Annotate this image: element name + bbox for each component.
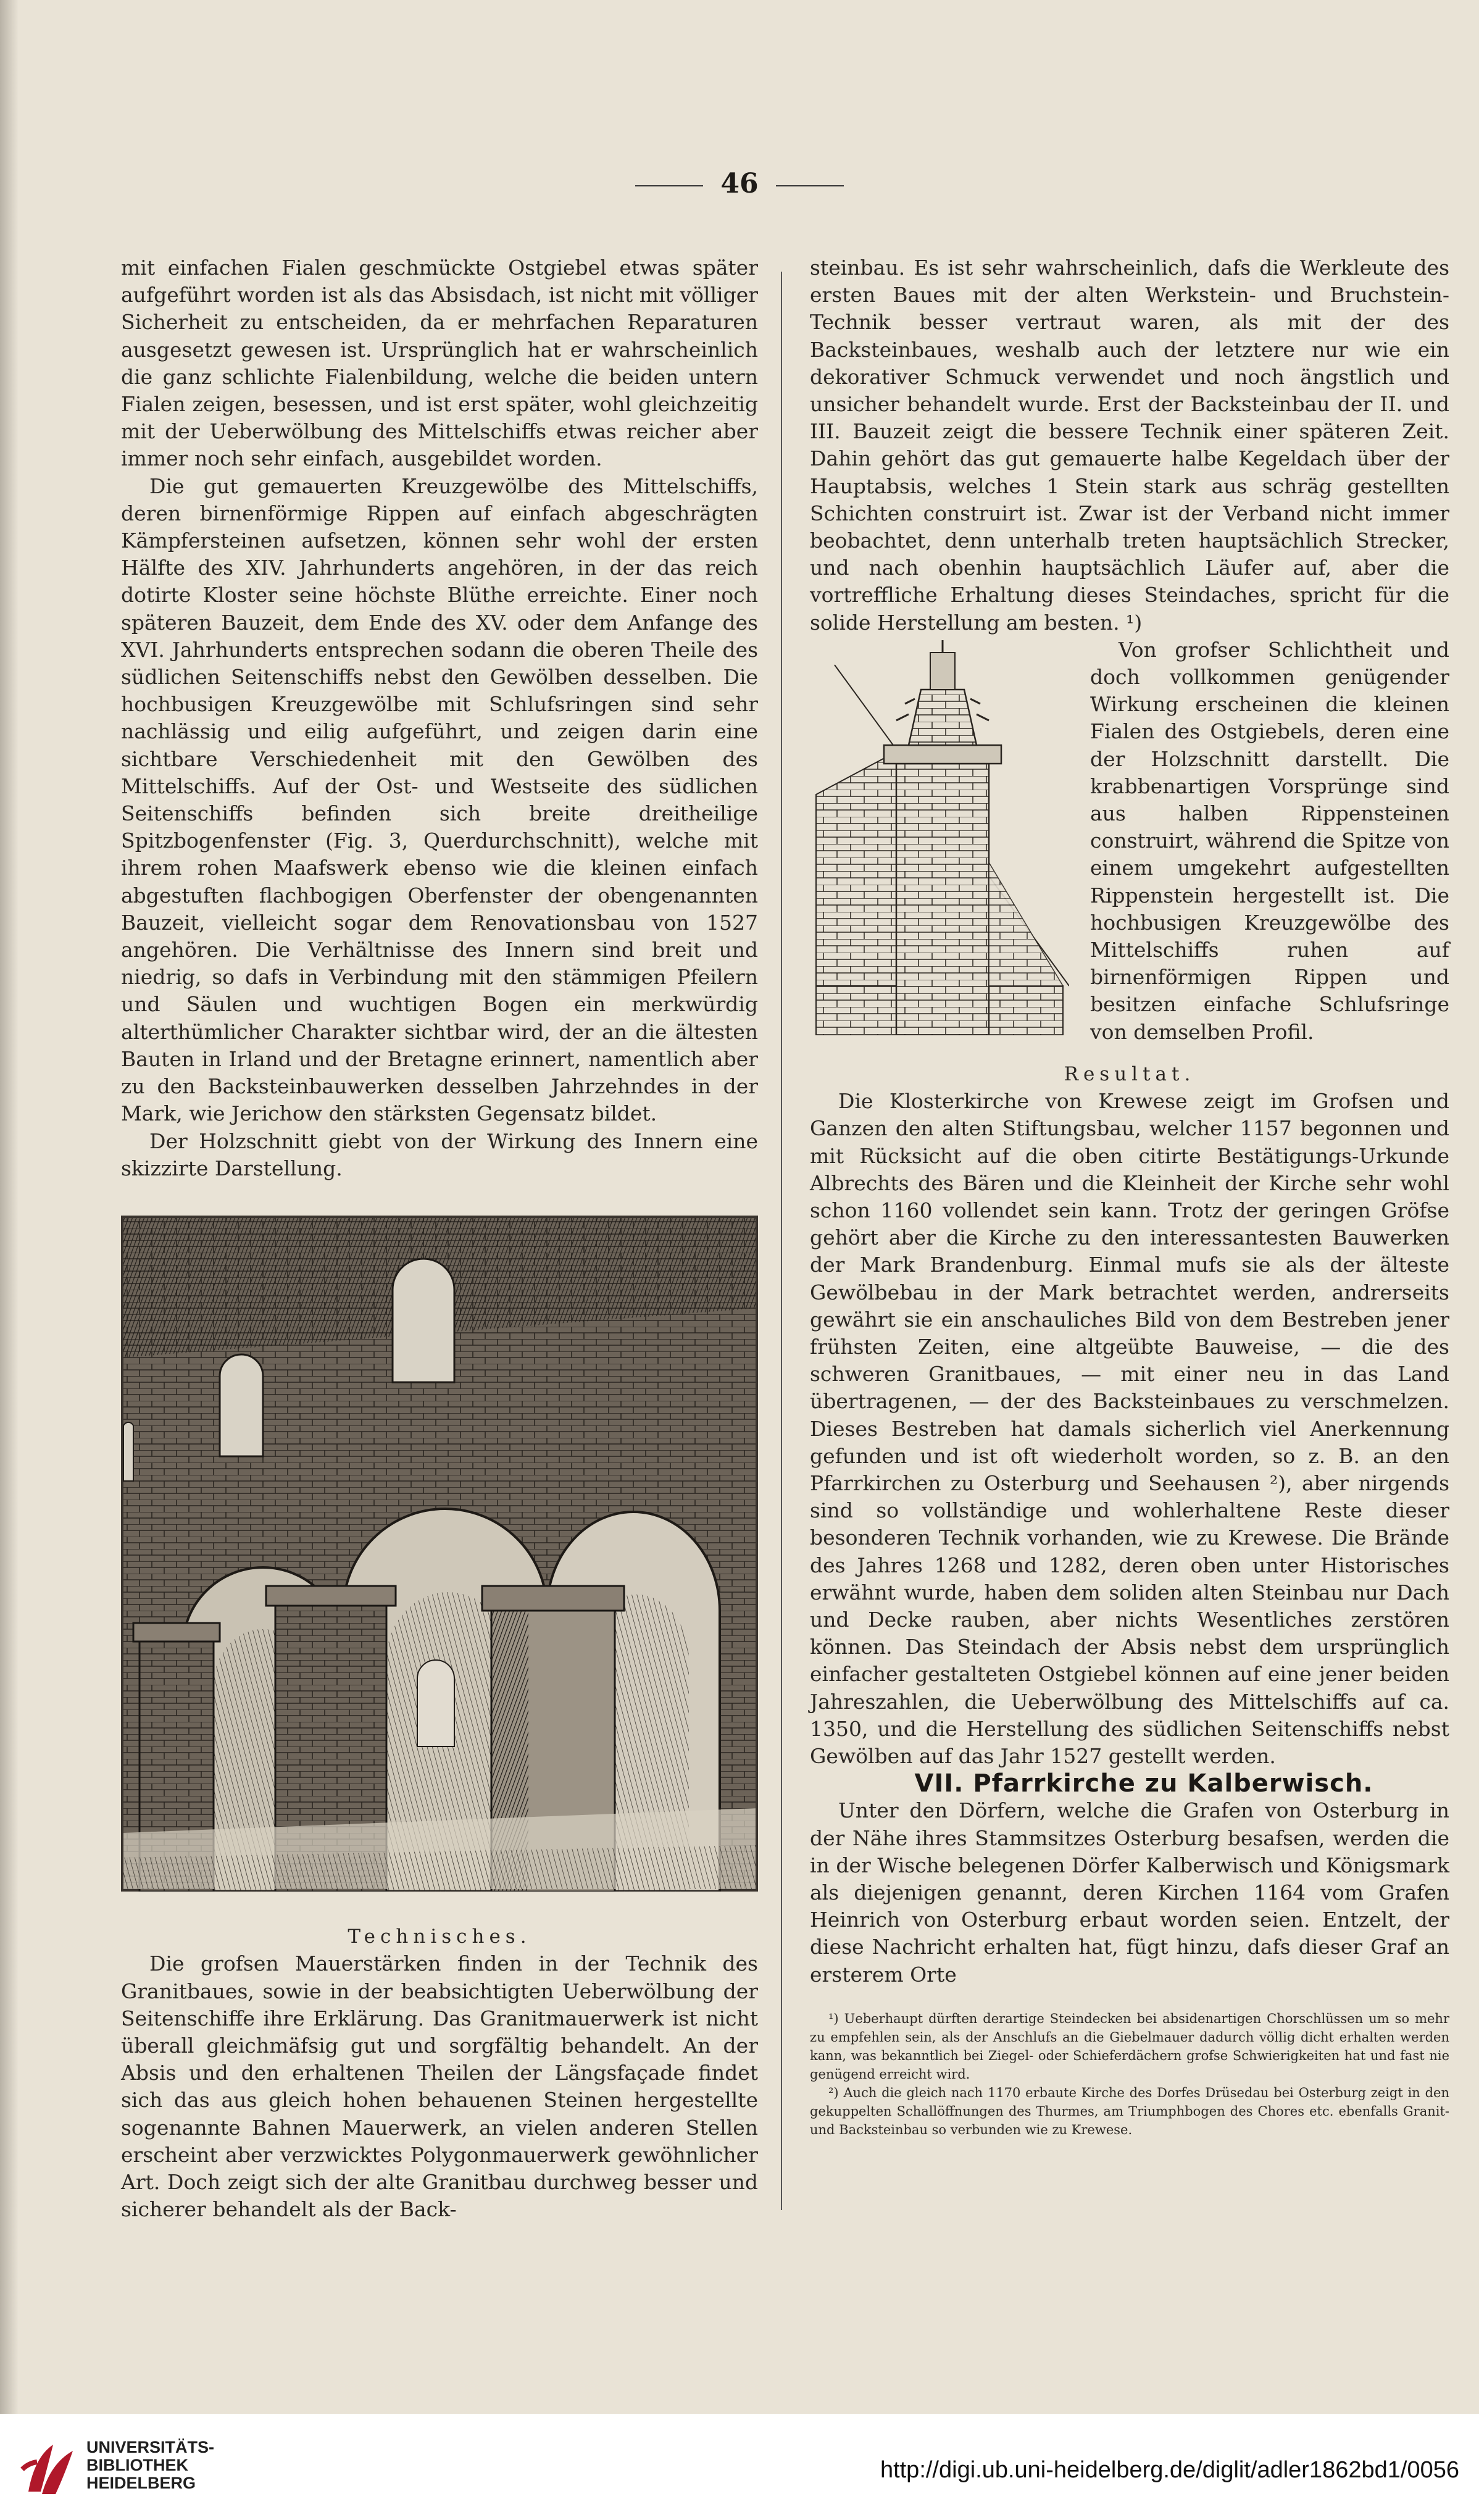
paragraph: Von grofser Schlichtheit und doch vollkommen genügender Wirkung erscheinen die kleinen Fialen des Ostgiebels, deren eine der Holzschnitt darstellt. Die krabbenartigen Vorsprünge sind aus halben Rippensteinen construirt, während die Spitze von einem umgekehrt aufgestellten Rippenstein hergestellt ist. Die hochbusigen Kreuzgewölbe des Mittelschiffs ruhen auf birnenförmigen Rippen und besitzen einfache Schlufsringe von demselben Profil. (1090, 637, 1449, 1044)
paragraph: mit einfachen Fialen geschmückte Ostgiebel etwas später aufgeführt worden ist als das Absisdach, ist nicht mit völliger Sicherheit zu entscheiden, da er mehrfachen Reparaturen ausgesetzt gewesen ist. Ursprünglich hat er wahrscheinlich die ganz schlichte Fialenbildung, welche die beiden untern Fialen zeigen, besessen, und ist erst später, wohl gleichzeitig mit der Ueberwölbung des Mittelschiffs etwas reicher aber immer noch sehr einfach, ausgebildet worden. (121, 256, 758, 471)
university-library-logo-icon (16, 2432, 90, 2504)
paragraph: steinbau. Es ist sehr wahrscheinlich, dafs die Werkleute des ersten Baues mit der alten Werkstein- und Bruchstein-Technik besser vertraut waren, als mit der des Backsteinbaues, weshalb auch der letztere nur wie ein dekorativer Schmuck verwendet und noch ängstlich und unsicher behandelt wurde. Erst der Backsteinbau der II. und III. Bauzeit zeigt die bessere Technik einer späteren Zeit. Dahin gehört das gut gemauerte halbe Kegeldach über der Hauptabsis, welches 1 Stein stark aus schräg gestellten Schichten construirt ist. Zwar ist der Verband nicht immer beobachtet, denn unterhalb treten hauptsächlich Strecker, und nach obenhin hauptsächlich Läufer auf, aber die vortreffliche Erhaltung dieses Steindaches, spricht für die solide Herstellung am besten. ¹) (810, 256, 1449, 635)
section-heading: VII. Pfarrkirche zu Kalberwisch. (914, 1769, 1373, 1798)
paragraph: Die Klosterkirche von Krewese zeigt im Grofsen und Ganzen den alten Stiftungsbau, welcher 1157 begonnen und mit Rücksicht auf die oben citirte Bestätigungs-Urkunde Albrechts des Bären und die Kleinheit der Kirche sehr wohl schon 1160 vollendet sein kann. Trotz der geringen Gröfse gehört aber die Kirche zu den interessantesten Bauwerken der Mark Brandenburg. Einmal mufs sie als der älteste Gewölbebau in der Mark betrachtet werden, andrerseits gewährt sie ein anschauliches Bild von dem Bestreben jener frühsten Zeiten, eine altgeübte Bauweise, — die des schweren Granitbaues, — mit einer neu in das Land übertragenen, — der des Backsteinbaues zu verschmelzen. Dieses Bestreben hat damals sicherlich viel Anerkennung gefunden und ist oft wiederholt worden, so z. B. an den Pfarrkirchen zu Osterburg und Seehausen ²), aber nirgends sind so vollständige und wohlerhaltene Reste dieser besonderen Technik vorhanden, wie zu Krewese. Die Brände des Jahres 1268 und 1282, deren oben unter Historisches erwähnt wurde, haben dem soliden alten Steinbau nur Dach und Decke rauben, aber nichts Wesentliches zerstören können. Das Steindach der Absis nebst dem ursprünglich einfacher gestalteten Ostgiebel können auf eine jener beiden Jahreszahlen, die Ueberwölbung des Mittelschiffs auf ca. 1350, und die Herstellung des südlichen Seitenschiffs nebst Gewölben auf das Jahr 1527 gestellt werden. (810, 1089, 1449, 1768)
footnote: ¹) Ueberhaupt dürften derartige Steindecken bei absidenartigen Chorschlüssen um so mehr zu empfehlen sein, als der Anschlufs an die Giebelmauer dadurch völlig dicht erhalten werden kann, was bekanntlich bei Ziegel- oder Schieferdächern grofse Schwierigkeiten hat und fast nie genügend erreicht wird. (810, 2011, 1449, 2082)
woodcut-pinnacle-figure (810, 640, 1069, 1035)
paragraph: Der Holzschnitt giebt von der Wirkung des Innern eine skizzirte Darstellung. (121, 1129, 758, 1180)
rule-left (635, 185, 703, 186)
right-column (810, 254, 1449, 2139)
permalink-url[interactable]: http://digi.ub.uni-heidelberg.de/diglit/adler1862bd1/0056 (880, 2457, 1459, 2483)
rule-right (776, 185, 844, 186)
library-name: UNIVERSITÄTS- BIBLIOTHEK HEIDELBERG (86, 2438, 215, 2492)
page-number: 46 (0, 168, 1479, 199)
footnotes (810, 2009, 1449, 2139)
paragraph: Die grofsen Mauerstärken finden in der Technik des Granitbaues, sowie in der beabsichtigten Ueberwölbung der Seitenschiffe ihre Erklärung. Das Granitmauerwerk ist nicht überall gleichmäfsig gut und sorgfältig behandelt. An der Absis und den erhaltenen Theilen der Längsfaçade findet sich das aus gleich hohen behauenen Steinen hergestellte sogenannte Bahnen Mauerwerk, an vielen anderen Stellen erscheint aber verzwicktes Polygonmauerwerk gewöhnlicher Art. Doch zeigt sich der alte Granitbau durchweg besser und sicherer behandelt als der Back- (121, 1951, 758, 2222)
paragraph: Unter den Dörfern, welche die Grafen von Osterburg in der Nähe ihres Stammsitzes Osterburg besafsen, werden die in der Wische belegenen Dörfer Kalberwisch und Königsmark als diejenigen genannt, deren Kirchen 1164 vom Grafen Heinrich von Osterburg erbaut worden seien. Entzelt, der diese Nachricht erhalten hat, fügt hinzu, dafs dieser Graf an ersterem Orte (810, 1798, 1449, 1987)
section-caption: Technisches. (348, 1925, 531, 1948)
section-caption: Resultat. (1064, 1062, 1196, 1085)
woodcut-interior-figure (121, 1216, 758, 1892)
footnote: ²) Auch die gleich nach 1170 erbaute Kirche des Dorfes Drüsedau bei Osterburg zeigt in den gekuppelten Schallöffnungen des Thurmes, am Triumphbogen des Chores etc. ebenfalls Granit- und Backsteinbau so verbunden wie zu Krewese. (810, 2085, 1449, 2137)
column-divider (781, 272, 782, 2210)
left-column (121, 254, 758, 2223)
paragraph: Die gut gemauerten Kreuzgewölbe des Mittelschiffs, deren birnenförmige Rippen auf einfach abgeschrägten Kämpfersteinen aufsetzen, können sehr wohl der ersten Hälfte des XIV. Jahrhunderts angehören, in der das reich dotirte Kloster seine höchste Blüthe erreichte. Einer noch späteren Bauzeit, dem Ende des XV. oder dem Anfange des XVI. Jahrhunderts entsprechen sodann die oberen Theile des südlichen Seitenschiffs nebst den Gewölben desselben. Die hochbusigen Kreuzgewölbe mit Schlufsringen sind sehr nachlässig und eilig aufgeführt, und zeigen darin eine sichtbare Verschiedenheit mit den Gewölben des Mittelschiffs. Auf der Ost- und Westseite des südlichen Seitenschiffs befinden sich breite dreitheilige Spitzbogenfenster (Fig. 3, Querdurchschnitt), welche mit ihrem rohen Maafswerk ebenso wie die kleinen einfach abgestuften flachbogigen Oberfenster der obengenannten Bauzeit, vielleicht sogar dem Renovationsbau von 1527 angehören. Die Verhältnisse des Innern sind breit und niedrig, so dafs in Verbindung mit den stämmigen Pfeilern und Säulen und wuchtigen Bogen ein merkwürdig alterthümlicher Charakter sichtbar wird, der an die ältesten Bauten in Irland und der Bretagne erinnert, namentlich aber zu den Backsteinbauwerken desselben Jahrzehndes in der Mark, wie Jerichow den stärksten Gegensatz bildet. (121, 474, 758, 1126)
